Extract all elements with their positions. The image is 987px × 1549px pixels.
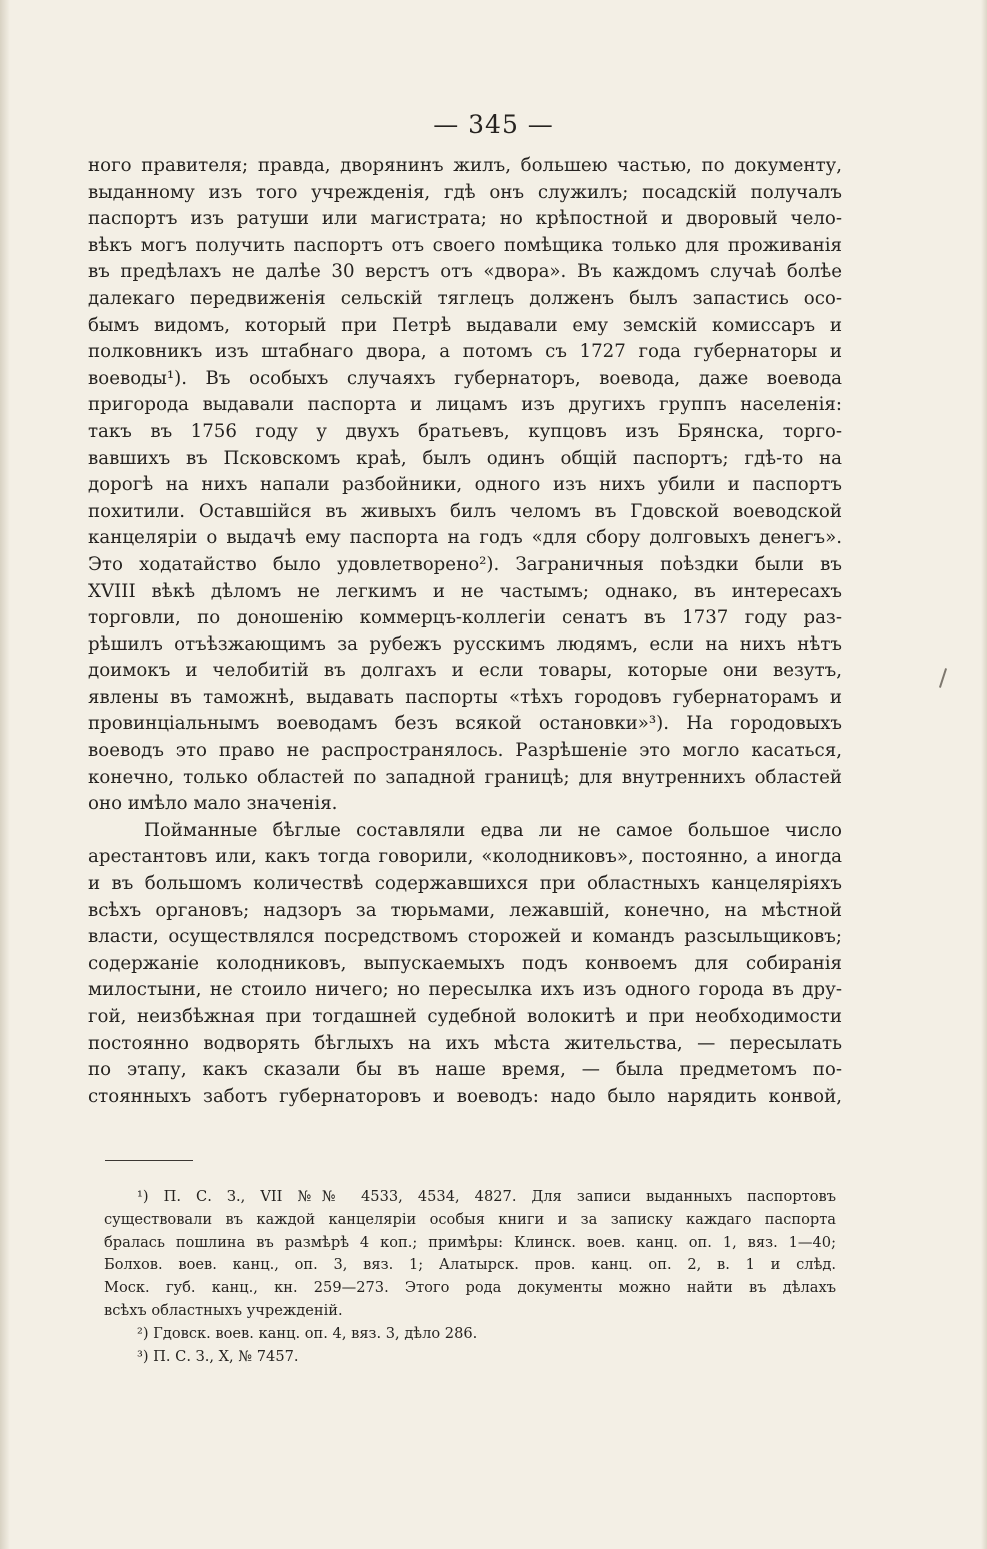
- text-line: далекаго передвиженія сельскій тяглецъ долженъ былъ запастись осо-: [88, 287, 842, 309]
- text-line: торговли, по доношенію коммерцъ-коллегіи сенатъ въ 1737 году раз-: [88, 607, 842, 629]
- footnote-line: всѣхъ областныхъ учрежденій.: [104, 1301, 343, 1319]
- main-text: [88, 153, 842, 1110]
- text-line: въ предѣлахъ не далѣе 30 верстъ отъ «двора». Въ каждомъ случаѣ болѣе: [88, 261, 842, 283]
- text-line: власти, осуществлялся посредствомъ сторожей и командъ разсыльщиковъ;: [88, 926, 842, 948]
- text-line: вѣкъ могъ получить паспортъ отъ своего помѣщика только для проживанія: [88, 234, 842, 256]
- paragraph-end-line: оно имѣло мало значенія.: [88, 793, 338, 815]
- text-line: ного правителя; правда, дворянинъ жилъ, большею частью, по документу,: [88, 155, 842, 176]
- text-line: содержаніе колодниковъ, выпускаемыхъ подъ конвоемъ для собиранія: [88, 952, 842, 974]
- footnote-1: ¹) П. С. З., VII №№ 4533, 4534, 4827. Для записи выданныхъ паспортовъ: [137, 1188, 836, 1205]
- text-line: пригорода выдавали паспорта и лицамъ изъ другихъ группъ населенія:: [88, 394, 842, 416]
- text-line: по этапу, какъ сказали бы въ наше время, — была предметомъ по-: [88, 1059, 842, 1081]
- text-line: арестантовъ или, какъ тогда говорили, «колодниковъ», постоянно, а иногда: [88, 846, 842, 868]
- text-line: похитили. Оставшійся въ живыхъ билъ челомъ въ Гдовской воеводской: [88, 500, 842, 522]
- text-line: явлены въ таможнѣ, выдавать паспорты «тѣхъ городовъ губернаторамъ и: [88, 686, 842, 708]
- text-line: такъ въ 1756 году у двухъ братьевъ, купцовъ изъ Брянска, торго-: [88, 420, 842, 442]
- text-line: Это ходатайство было удовлетворено²). Заграничныя поѣздки были въ: [88, 553, 842, 575]
- text-line: воеводы¹). Въ особыхъ случаяхъ губернаторъ, воевода, даже воевода: [88, 367, 842, 389]
- page-edge-shadow: [0, 0, 10, 1549]
- text-line: гой, неизбѣжная при тогдашней судебной волокитѣ и при необходимости: [88, 1006, 842, 1027]
- text-line: рѣшилъ отъѣзжающимъ за рубежъ русскимъ людямъ, если на нихъ нѣтъ: [88, 633, 842, 655]
- page-right-edge: [981, 0, 987, 1549]
- text-line: вавшихъ въ Псковскомъ краѣ, былъ одинъ общій паспортъ; гдѣ-то на: [88, 447, 842, 469]
- footnote-line: бралась пошлина въ размѣрѣ 4 коп.; примѣры: Клинск. воев. канц. оп. 1, вяз. 1—40;: [104, 1233, 836, 1251]
- footnote-3: ³) П. С. З., X, № 7457.: [137, 1347, 299, 1365]
- paragraph-start-line: Пойманные бѣглые составляли едва ли не самое большое число: [144, 819, 842, 841]
- footnotes: [104, 1186, 836, 1368]
- footnote-2: ²) Гдовск. воев. канц. оп. 4, вяз. 3, дѣло 286.: [137, 1324, 478, 1342]
- text-line: дорогѣ на нихъ напали разбойники, одного изъ нихъ убили и паспортъ: [88, 474, 842, 496]
- footnote-line: Болхов. воев. канц., оп. 3, вяз. 1; Алатырск. пров. канц. оп. 2, в. 1 и слѣд.: [104, 1256, 836, 1274]
- page-number: — 345 —: [433, 110, 554, 139]
- text-line: и въ большомъ количествѣ содержавшихся при областныхъ канцеляріяхъ: [88, 873, 842, 895]
- text-line: паспортъ изъ ратуши или магистрата; но крѣпостной и дворовый чело-: [88, 208, 842, 230]
- footnote-line: существовали въ каждой канцеляріи особыя книги и за записку каждаго паспорта: [104, 1210, 836, 1228]
- text-line: постоянно водворять бѣглыхъ на ихъ мѣста жительства, — пересылать: [88, 1032, 842, 1054]
- footnote-line: Моск. губ. канц., кн. 259—273. Этого рода документы можно найти въ дѣлахъ: [104, 1279, 836, 1297]
- text-line: стоянныхъ заботъ губернаторовъ и воеводъ: надо было нарядить конвой,: [88, 1085, 842, 1107]
- stray-pencil-mark: [939, 668, 947, 688]
- text-line: милостыни, не стоило ничего; но пересылка ихъ изъ одного города въ дру-: [88, 979, 842, 1001]
- text-line: всѣхъ органовъ; надзоръ за тюрьмами, лежавшій, конечно, на мѣстной: [88, 899, 842, 921]
- text-line: полковникъ изъ штабнаго двора, а потомъ съ 1727 года губернаторы и: [88, 341, 842, 363]
- text-line: провинціальнымъ воеводамъ безъ всякой остановки»³). На городовыхъ: [88, 713, 842, 735]
- text-line: воеводъ это право не распространялось. Разрѣшеніе это могло касаться,: [88, 740, 842, 762]
- text-line: XVIII вѣкѣ дѣломъ не легкимъ и не частымъ; однако, въ интересахъ: [88, 580, 842, 602]
- text-line: бымъ видомъ, который при Петрѣ выдавали ему земскій комиссаръ и: [88, 314, 842, 336]
- text-line: канцеляріи о выдачѣ ему паспорта на годъ «для сбору долговыхъ денегъ».: [88, 527, 842, 549]
- text-line: доимокъ и челобитій въ долгахъ и если товары, которые они везутъ,: [88, 660, 842, 682]
- text-line: выданному изъ того учрежденія, гдѣ онъ служилъ; посадскій получалъ: [88, 181, 842, 203]
- text-line: конечно, только областей по западной границѣ; для внутреннихъ областей: [88, 766, 842, 788]
- footnote-divider: [105, 1160, 193, 1161]
